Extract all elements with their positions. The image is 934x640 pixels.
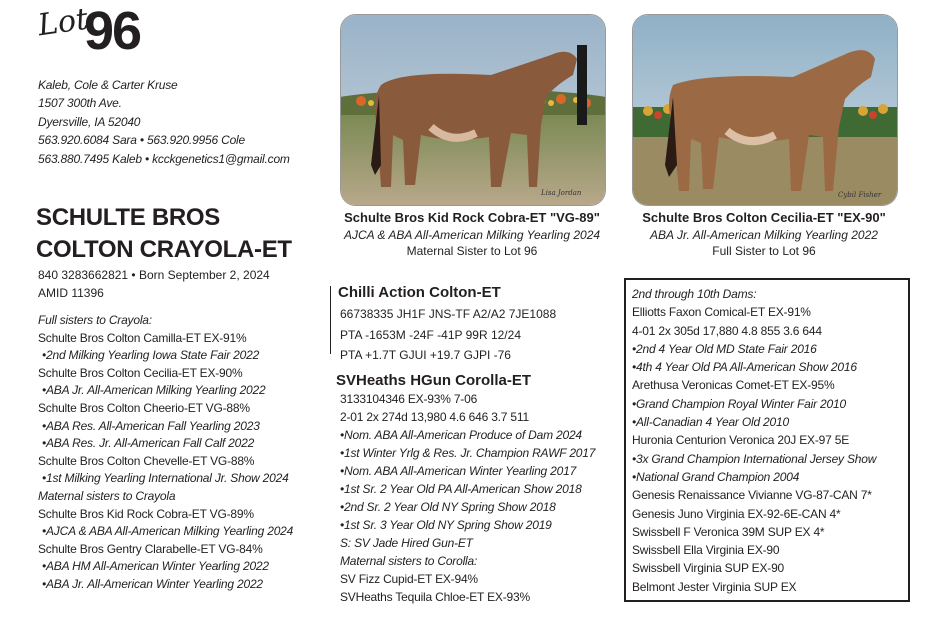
dam-detail-line: SV Fizz Cupid-ET EX-94% — [340, 572, 478, 586]
dam-detail-line: S: SV Jade Hired Gun-ET — [340, 536, 473, 550]
animal-name-line2: COLTON CRAYOLA-ET — [36, 236, 292, 263]
sire-info — [340, 304, 556, 366]
photo1-title: Schulte Bros Kid Rock Cobra-ET "VG-89" — [344, 210, 600, 225]
dam-detail-line: •1st Sr. 2 Year Old PA All-American Show 2018 — [340, 482, 582, 496]
photo2-award: ABA Jr. All-American Milking Yearling 2022 — [650, 227, 878, 242]
lot-number: 96 — [84, 1, 141, 61]
photo2-title: Schulte Bros Colton Cecilia-ET "EX-90" — [642, 210, 886, 225]
dam-detail-line: SVHeaths Tequila Chloe-ET EX-93% — [340, 590, 530, 604]
list-item: Schulte Bros Colton Cecilia-ET EX-90% — [38, 365, 243, 380]
pedigree-line: •All-Canadian 4 Year Old 2010 — [632, 415, 789, 430]
sire-pta-type: PTA +1.7T GJUI +19.7 GJPI -76 — [340, 348, 511, 362]
dam-detail-line: Maternal sisters to Corolla: — [340, 554, 478, 568]
dam-detail-line: •Nom. ABA All-American Winter Yearling 2017 — [340, 464, 577, 478]
animal-name — [36, 202, 292, 266]
dam-detail-line: •1st Sr. 3 Year Old NY Spring Show 2019 — [340, 518, 552, 532]
consignor-city: Dyersville, IA 52040 — [38, 114, 141, 129]
photo1-caption — [330, 210, 614, 260]
list-item: Schulte Bros Gentry Clarabelle-ET VG-84% — [38, 541, 263, 556]
dam-info — [340, 390, 595, 606]
registration-birthdate: 840 3283662821 • Born September 2, 2024 — [38, 268, 270, 282]
list-item: •2nd Milking Yearling Iowa State Fair 2022 — [42, 348, 260, 363]
pedigree-line: Huronia Centurion Veronica 20J EX-97 5E — [632, 433, 850, 448]
photo1-award: AJCA & ABA All-American Milking Yearling 2024 — [343, 227, 601, 242]
pedigree-line: Belmont Jester Virginia SUP EX — [632, 579, 797, 594]
pedigree-line: •4th 4 Year Old PA All-American Show 2016 — [632, 360, 857, 375]
list-item: •ABA HM All-American Winter Yearling 2022 — [42, 559, 269, 574]
consignor-phone-email: 563.880.7495 Kaleb • kcckgenetics1@gmail.com — [38, 151, 290, 166]
consignor-contact — [38, 76, 290, 168]
list-item: Schulte Bros Colton Camilla-ET EX-91% — [38, 330, 247, 345]
pedigree-line: Genesis Renaissance Vivianne VG-87-CAN 7* — [632, 488, 872, 503]
dam-detail-line: •Nom. ABA All-American Produce of Dam 2024 — [340, 428, 582, 442]
list-item: Schulte Bros Colton Cheerio-ET VG-88% — [38, 400, 250, 415]
list-item: Maternal sisters to Crayola — [38, 488, 176, 503]
cow-photo-cobra — [340, 14, 606, 206]
sire-reg: 66738335 JH1F JNS-TF A2/A2 7JE1088 — [340, 307, 557, 321]
amid: AMID 11396 — [38, 286, 104, 300]
dam-name: SVHeaths HGun Corolla-ET — [336, 372, 532, 389]
list-item: •ABA Res. All-American Fall Yearling 2023 — [42, 418, 260, 433]
pedigree-line: 2nd through 10th Dams: — [632, 287, 757, 301]
pedigree-line: Genesis Juno Virginia EX-92-6E-CAN 4* — [632, 506, 841, 521]
pedigree-line: Elliotts Faxon Comical-ET EX-91% — [632, 305, 811, 320]
pedigree-line: Swissbell Ella Virginia EX-90 — [632, 543, 780, 558]
list-item: •AJCA & ABA All-American Milking Yearling 2024 — [42, 524, 294, 539]
list-item: •ABA Jr. All-American Winter Yearling 2022 — [42, 576, 263, 591]
sisters-list — [38, 312, 293, 594]
list-item: Schulte Bros Kid Rock Cobra-ET VG-89% — [38, 506, 254, 521]
photo-watermark: Lisa Jordan — [541, 189, 582, 197]
sire-divider — [330, 286, 331, 354]
list-item: •1st Milking Yearling International Jr. Show 2024 — [42, 471, 289, 486]
pedigree-line: •Grand Champion Royal Winter Fair 2010 — [632, 396, 846, 411]
consignor-name: Kaleb, Cole & Carter Kruse — [38, 78, 178, 92]
pedigree-line: •3x Grand Champion International Jersey Show — [632, 451, 877, 466]
pedigree-line: Arethusa Veronicas Comet-ET EX-95% — [632, 378, 835, 393]
photo1-relation: Maternal Sister to Lot 96 — [406, 244, 538, 258]
sire-name: Chilli Action Colton-ET — [338, 284, 501, 301]
list-item: Full sisters to Crayola: — [38, 313, 152, 327]
pedigree-line: Swissbell Virginia SUP EX-90 — [632, 561, 785, 576]
list-item: Schulte Bros Colton Chevelle-ET VG-88% — [38, 453, 255, 468]
dam-detail-line: •2nd Sr. 2 Year Old NY Spring Show 2018 — [340, 500, 556, 514]
pedigree-dams-list — [632, 285, 876, 596]
dam-detail-line: •1st Winter Yrlg & Res. Jr. Champion RAWF 2017 — [340, 446, 596, 460]
pedigree-line: 4-01 2x 305d 17,880 4.8 855 3.6 644 — [632, 323, 822, 338]
photo2-caption — [622, 210, 906, 260]
animal-name-line1: SCHULTE BROS — [36, 204, 220, 231]
photo-watermark: Cybil Fisher — [838, 191, 882, 199]
list-item: •ABA Res. Jr. All-American Fall Calf 2022 — [42, 436, 255, 451]
dam-detail-line: 2-01 2x 274d 13,980 4.6 646 3.7 511 — [340, 410, 529, 424]
pedigree-line: Swissbell F Veronica 39M SUP EX 4* — [632, 524, 825, 539]
pedigree-line: •National Grand Champion 2004 — [632, 469, 800, 484]
cow-photo-cecilia — [632, 14, 898, 206]
photo2-relation: Full Sister to Lot 96 — [712, 244, 816, 258]
dam-detail-line: 3133104346 EX-93% 7-06 — [340, 392, 478, 406]
sire-pta-production: PTA -1653M -24F -41P 99R 12/24 — [340, 327, 521, 342]
consignor-phones: 563.920.6084 Sara • 563.920.9956 Cole — [38, 133, 245, 148]
list-item: •ABA Jr. All-American Milking Yearling 2022 — [42, 383, 266, 398]
consignor-street: 1507 300th Ave. — [38, 96, 122, 111]
lot-label: Lot — [35, 1, 91, 44]
animal-registration — [38, 266, 270, 302]
pedigree-line: •2nd 4 Year Old MD State Fair 2016 — [632, 341, 817, 356]
